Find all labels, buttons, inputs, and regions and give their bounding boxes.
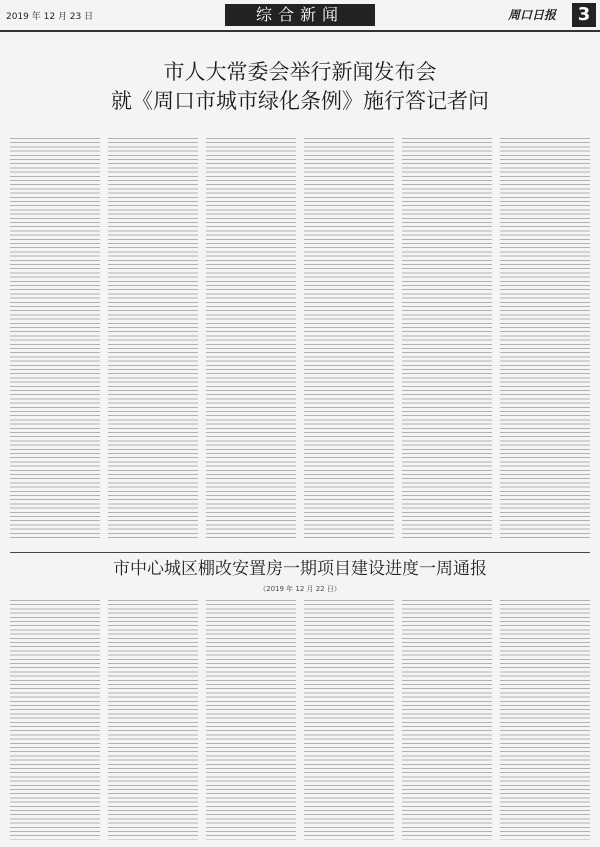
article2-headline: 市中心城区棚改安置房一期项目建设进度一周通报 <box>113 559 487 579</box>
masthead <box>0 0 600 32</box>
article2-column <box>500 600 590 840</box>
article2-column <box>402 600 492 840</box>
issue-date: 2019 年 12 月 23 日 <box>6 12 94 22</box>
newspaper-logo: 周口日报 <box>508 8 557 22</box>
article2-column <box>206 600 296 840</box>
article1-column <box>402 138 492 540</box>
article2-column <box>108 600 198 840</box>
article2-column <box>10 600 100 840</box>
article1-headline-line2: 就《周口市城市绿化条例》施行答记者问 <box>111 89 489 113</box>
article1-column <box>206 138 296 540</box>
article1-column <box>500 138 590 540</box>
article2-date: （2019 年 12 月 22 日） <box>259 585 341 593</box>
article1-column <box>304 138 394 540</box>
article1-body <box>10 138 590 540</box>
article1-headline-line1: 市人大常委会举行新闻发布会 <box>163 60 437 84</box>
article1-column <box>10 138 100 540</box>
article2-body <box>10 600 590 840</box>
section-title: 综合新闻 <box>225 4 375 26</box>
article-divider <box>10 552 590 553</box>
article1-column <box>108 138 198 540</box>
page-number: 3 <box>572 3 596 27</box>
article2-column <box>304 600 394 840</box>
article1-headline <box>40 58 560 116</box>
